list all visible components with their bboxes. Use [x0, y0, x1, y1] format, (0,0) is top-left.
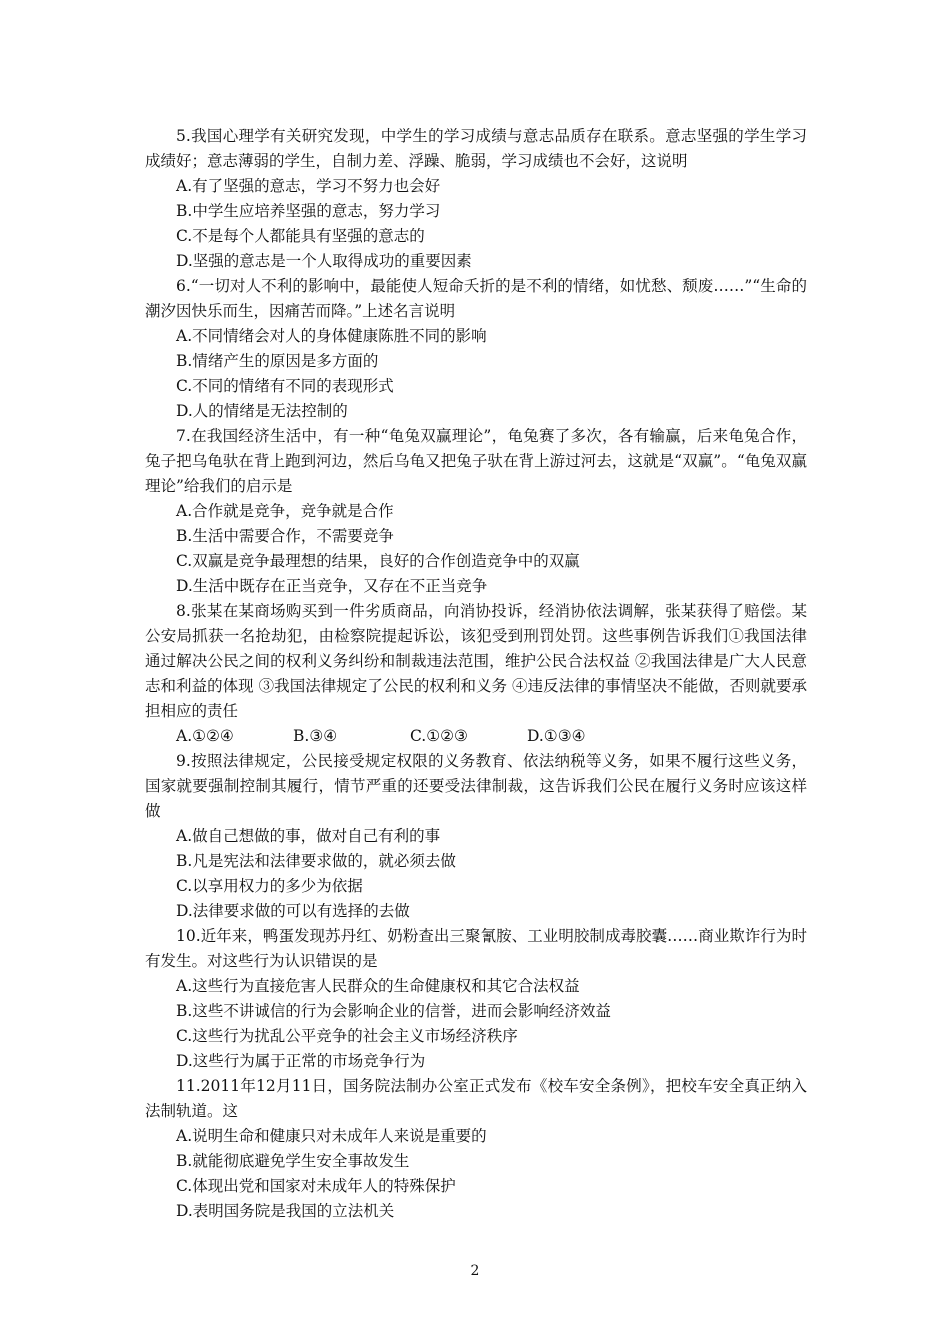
option-b: B.中学生应培养坚强的意志，努力学习: [176, 202, 441, 220]
question-stem: 7.在我国经济生活中，有一种“龟兔双赢理论”，龟兔赛了多次，各有输赢，后来龟兔合作，兔子把乌龟驮在背上跑到河边，然后乌龟又把兔子驮在背上游过河去，这就是“双赢”。“龟兔双赢理论”给我们的启示是: [145, 427, 807, 495]
question-stem: 10.近年来，鸭蛋发现苏丹红、奶粉查出三聚氰胺、工业明胶制成毒胶囊……商业欺诈行为时有发生。对这些行为认识错误的是: [145, 927, 807, 970]
option-d: D.这些行为属于正常的市场竞争行为: [176, 1052, 426, 1070]
question-stem: 6.“一切对人不利的影响中，最能使人短命夭折的是不利的情绪，如忧愁、颓废……”“生命的潮汐因快乐而生，因痛苦而降。”上述名言说明: [145, 277, 807, 320]
question-9: [145, 749, 807, 924]
option-d: D.①③④: [527, 727, 586, 745]
option-a: A.有了坚强的意志，学习不努力也会好: [176, 177, 441, 195]
option-c: C.不是每个人都能具有坚强的意志的: [176, 227, 425, 245]
option-b: B.就能彻底避免学生安全事故发生: [176, 1152, 410, 1170]
option-d: D.法律要求做的可以有选择的去做: [176, 902, 410, 920]
question-5: [145, 124, 807, 274]
option-c: C.以享用权力的多少为依据: [176, 877, 363, 895]
question-stem: 11.2011年12月11日，国务院法制办公室正式发布《校车安全条例》，把校车安全真正纳入法制轨道。这: [145, 1077, 807, 1120]
option-d: D.生活中既存在正当竞争，又存在不正当竞争: [176, 577, 488, 595]
option-d: D.坚强的意志是一个人取得成功的重要因素: [176, 252, 472, 270]
question-6: [145, 274, 807, 424]
option-c: C.双赢是竞争最理想的结果，良好的合作创造竞争中的双赢: [176, 552, 580, 570]
page-number: 2: [470, 1263, 480, 1279]
option-a: A.①②④: [176, 727, 234, 745]
option-a: A.这些行为直接危害人民群众的生命健康权和其它合法权益: [176, 977, 580, 995]
option-d: D.表明国务院是我国的立法机关: [176, 1202, 395, 1220]
question-11: [145, 1074, 807, 1224]
question-10: [145, 924, 807, 1074]
option-b: B.情绪产生的原因是多方面的: [176, 352, 379, 370]
option-c: C.①②③: [410, 727, 468, 745]
option-a: A.不同情绪会对人的身体健康陈胜不同的影响: [176, 327, 487, 345]
question-stem: 9.按照法律规定，公民接受规定权限的义务教育、依法纳税等义务，如果不履行这些义务，国家就要强制控制其履行，情节严重的还要受法律制裁，这告诉我们公民在履行义务时应该这样做: [145, 752, 807, 820]
option-c: C.这些行为扰乱公平竞争的社会主义市场经济秩序: [176, 1027, 518, 1045]
option-a: A.说明生命和健康只对未成年人来说是重要的: [176, 1127, 487, 1145]
option-b: B.③④: [293, 727, 338, 745]
option-c: C.不同的情绪有不同的表现形式: [176, 377, 394, 395]
question-stem: 5.我国心理学有关研究发现，中学生的学习成绩与意志品质存在联系。意志坚强的学生学习成绩好；意志薄弱的学生，自制力差、浮躁、脆弱，学习成绩也不会好，这说明: [145, 127, 807, 170]
question-7: [145, 424, 807, 599]
option-row: [145, 724, 807, 749]
option-a: A.做自己想做的事，做对自己有利的事: [176, 827, 441, 845]
option-c: C.体现出党和国家对未成年人的特殊保护: [176, 1177, 456, 1195]
option-b: B.这些不讲诚信的行为会影响企业的信誉，进而会影响经济效益: [176, 1002, 611, 1020]
question-8: [145, 599, 807, 749]
option-b: B.生活中需要合作，不需要竞争: [176, 527, 394, 545]
option-a: A.合作就是竞争，竞争就是合作: [176, 502, 394, 520]
option-d: D.人的情绪是无法控制的: [176, 402, 348, 420]
question-stem: 8.张某在某商场购买到一件劣质商品，向消协投诉，经消协依法调解，张某获得了赔偿。某公安局抓获一名抢劫犯，由检察院提起诉讼，该犯受到刑罚处罚。这些事例告诉我们①我国法律通过解决公民之间的权利义务纠纷和制裁违法范围，维护公民合法权益 ②我国法律是广大人民意志和利益的体现 ③我国法律规定了公民的权利和义务 ④违反法律的事情坚决不能做，否则就要承担相应的责任: [145, 602, 807, 720]
option-b: B.凡是宪法和法律要求做的，就必须去做: [176, 852, 456, 870]
question-list: [145, 124, 807, 1224]
